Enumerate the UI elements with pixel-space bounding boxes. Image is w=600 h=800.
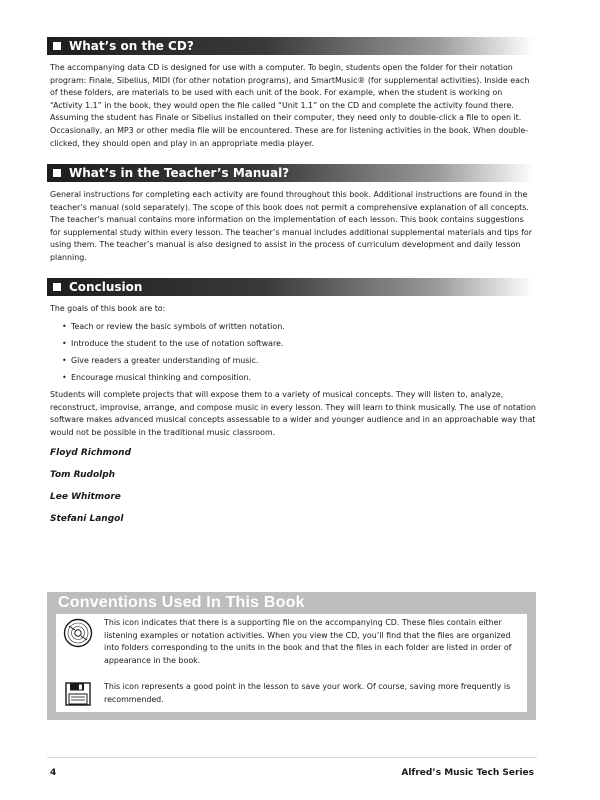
- conclusion-body: Students will complete projects that will expose them to a variety of musical concepts. They will listen to, analyze, reconstruct, improvise, arrange, and compose music in every lesson. They will learn to think musically. The use of notation software makes advanced musical concepts assessable to a wider and younger audience and in an approachable way that would not be possible in the traditional music classroom.: [50, 390, 536, 437]
- author-name: Floyd Richmond: [50, 448, 132, 458]
- square-bullet-icon: [53, 42, 61, 50]
- list-item: • Introduce the student to the use of notation software.: [62, 338, 532, 355]
- section-header-cd: [47, 37, 534, 55]
- list-item: • Teach or review the basic symbols of written notation.: [62, 321, 532, 338]
- section-header-conclusion: [47, 278, 534, 296]
- conventions-content: [56, 614, 527, 712]
- series-name: Alfred’s Music Tech Series: [401, 768, 534, 778]
- section-body-cd: The accompanying data CD is designed for use with a computer. To begin, students open the folder for their notation program: Finale, Sibelius, MIDI (for other notation programs), and SmartMusic® (for supplemental activities). Inside each of these folders, are materials to be used with each unit of the book. For example, when the student is working on “Activity 1.1” in the book, they would open the file called “Unit 1.1” on the CD and complete the activity found there. Assuming the student has Finale or Sibelius installed on their computer, they need only to double-click a file to open it. Occasionally, an MP3 or other media file will be encountered. These are for listening activities in the book. When double-clicked, they should open and play in an appropriate media player.: [50, 63, 530, 148]
- section-body-teachers-manual: General instructions for completing each activity are found throughout this book. Additional instructions are found in the teacher’s manual (sold separately). The scope of this book does not permit a comprehensive explanation of all concepts. The teacher’s manual contains more information on the implementation of each lesson. This book contains suggestions for supplemental study within every lesson. The teacher’s manual includes additional supplemental materials and tips for using them. The teacher’s manual is also designed to assist in the process of curriculum development and daily lesson planning.: [50, 190, 532, 262]
- author-name: Stefani Langol: [50, 514, 124, 524]
- conventions-title: Conventions Used In This Book: [58, 594, 305, 611]
- section-title: What’s on the CD?: [69, 39, 194, 53]
- save-disk-icon: [65, 682, 91, 706]
- section-title: Conclusion: [69, 280, 143, 294]
- page-number: 4: [50, 768, 57, 778]
- square-bullet-icon: [53, 283, 61, 291]
- section-header-teachers-manual: [47, 164, 534, 182]
- save-icon-description: This icon represents a good point in the lesson to save your work. Of course, saving more frequently is recommended.: [104, 682, 511, 704]
- list-item: • Encourage musical thinking and composition.: [62, 372, 532, 389]
- author-name: Tom Rudolph: [50, 470, 116, 480]
- cd-icon: [63, 618, 93, 648]
- conclusion-intro: The goals of this book are to:: [50, 304, 166, 313]
- goals-list: [62, 321, 532, 389]
- square-bullet-icon: [53, 169, 61, 177]
- footer-rule: [47, 757, 537, 758]
- cd-icon-description: This icon indicates that there is a supporting file on the accompanying CD. These files contain either listening examples or notation activities. When you view the CD, you’ll find that the files are organized into folders corresponding to the units in the book and that the files in each folder are listed in order of appearance in the book.: [104, 618, 512, 665]
- list-item: • Give readers a greater understanding of music.: [62, 355, 532, 372]
- conventions-box: [47, 592, 536, 720]
- author-name: Lee Whitmore: [50, 492, 121, 502]
- section-title: What’s in the Teacher’s Manual?: [69, 166, 290, 180]
